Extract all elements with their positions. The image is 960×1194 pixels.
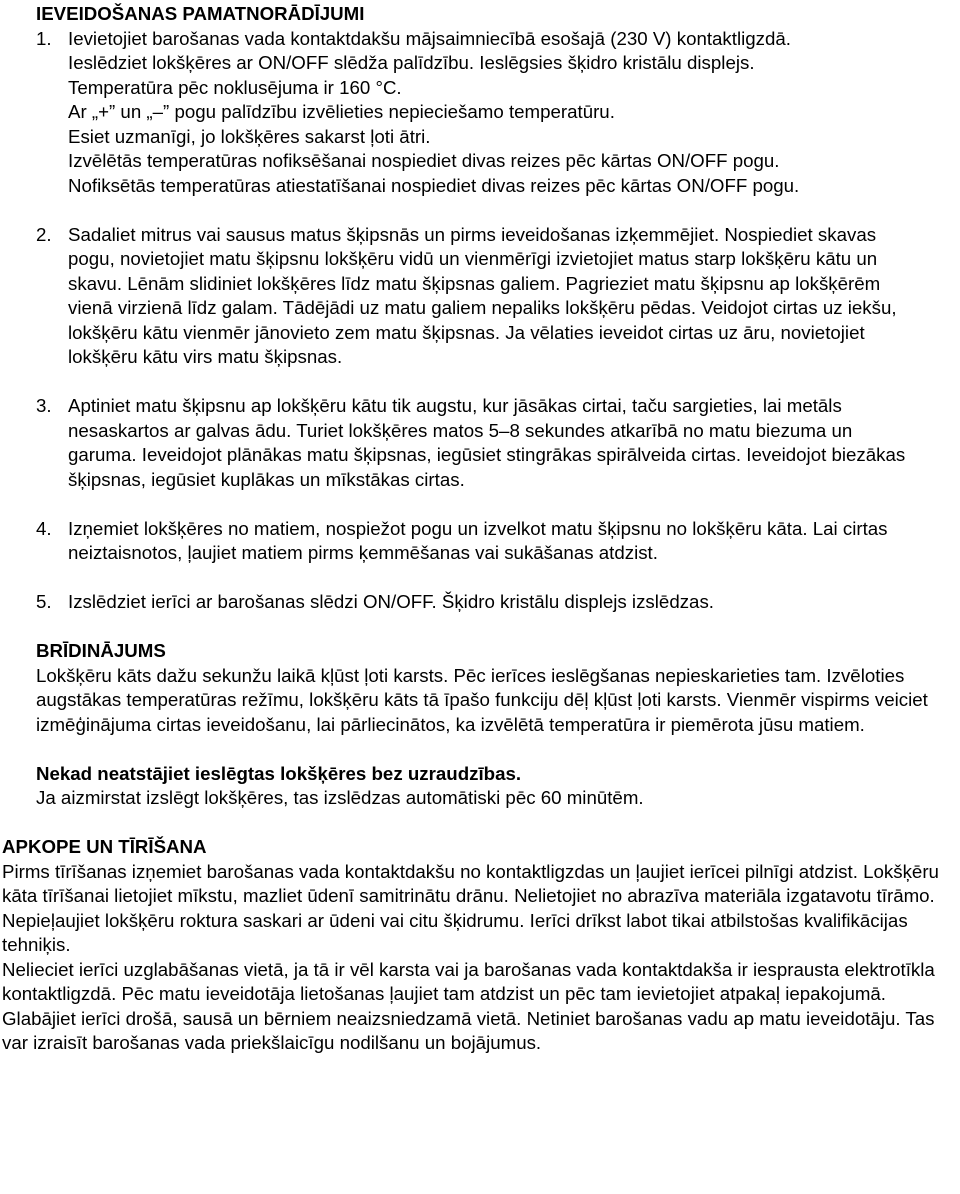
step-1-line: Esiet uzmanīgi, jo lokšķēres sakarst ļoti ātri.: [68, 125, 431, 147]
warning-bold-notice: Nekad neatstājiet ieslēgtas lokšķēres bez uzraudzības.: [36, 762, 522, 784]
step-number: 4.: [36, 517, 52, 539]
maintenance-section: [0, 835, 960, 1056]
step-body: [68, 27, 940, 199]
step-1-line: Ar „+” un „–” pogu palīdzību izvēlieties nepieciešamo temperatūru.: [68, 101, 615, 122]
warning-text: Lokšķēru kāts dažu sekunžu laikā kļūst ļoti karsts. Pēc ierīces ieslēgšanas nepieskarieties tam. Izvēloties augstākas temperatūras režīmu, lokšķēru kāts tā īpašo funkciju dēļ kļūst ļoti karsts. Vienmēr vispirms veiciet izmēģinājuma cirtas ieveidošanu, lai pārliecinātos, ka izvēlētā temperatūra ir piemērota jūsu matiem.: [36, 664, 928, 735]
maintenance-paragraph-2: Nelieciet ierīci uzglabāšanas vietā, ja tā ir vēl karsta vai ja barošanas vada kontaktdakša ir iesprausta elektrotīkla kontaktligzdā. Pēc matu ieveidotāja lietošanas ļaujiet tam atdzist un pēc tam ievietojiet atpakaļ iepakojumā. Glabājiet ierīci drošā, sausā un bērniem neaizsniedzamā vietā. Netiniet barošanas vadu ap matu ieveidotāju. Tas var izraisīt barošanas vada priekšlaicīgu nodilšanu un bojājumus.: [2, 958, 935, 1053]
step-2: [36, 223, 940, 370]
warning-auto-off: Ja aizmirstat izslēgt lokšķēres, tas izslēdzas automātiski pēc 60 minūtēm.: [36, 787, 644, 808]
step-1-line: Ievietojiet barošanas vada kontaktdakšu mājsaimniecībā esošajā (230 V) kontaktligzdā.: [68, 27, 791, 49]
maintenance-heading: APKOPE UN TĪRĪŠANA: [2, 836, 207, 857]
step-1-line: Ieslēdziet lokšķēres ar ON/OFF slēdža palīdzību. Ieslēgsies šķidro kristālu displejs.: [68, 52, 755, 73]
step-4: [36, 517, 940, 566]
document-page: [0, 2, 960, 1056]
warning-heading: BRĪDINĀJUMS: [36, 640, 166, 661]
step-1-line: Nofiksētās temperatūras atiestatīšanai nospiediet divas reizes pēc kārtas ON/OFF pogu.: [68, 174, 800, 196]
step-number: 2.: [36, 223, 52, 245]
step-2-text: Sadaliet mitrus vai sausus matus šķipsnās un pirms ieveidošanas izķemmējiet. Nospiediet skavas pogu, novietojiet matu šķipsnu lokšķēru vidū un vienmērīgi izvietojiet matus starp lokšķēru kātu un skavu. Lēnām slidiniet lokšķēres līdz matu šķipsnas galiem. Pagrieziet matu šķipsnu ap lokšķērēm vienā virzienā līdz galam. Tādējādi uz matu galiem nepaliks lokšķēru pēdas. Veidojot cirtas uz iekšu, lokšķēru kātu vienmēr jānovieto zem matu šķipsnas. Ja vēlaties ieveidot cirtas uz āru, novietojiet lokšķēru kātu virs matu šķipsnas.: [68, 223, 897, 367]
step-3-text: Aptiniet matu šķipsnu ap lokšķēru kātu tik augstu, kur jāsākas cirtai, taču sargieties, lai metāls nesaskartos ar galvas ādu. Turiet lokšķēres matos 5–8 sekundes atkarībā no matu biezuma un garuma. Ieveidojot plānākas matu šķipsnas, iegūsiet stingrākas spirālveida cirtas. Ieveidojot biezākas šķipsnas, iegūsiet kuplākas un mīkstākas cirtas.: [68, 395, 906, 490]
step-1-line: Izvēlētās temperatūras nofiksēšanai nospiediet divas reizes pēc kārtas ON/OFF pogu.: [68, 150, 780, 171]
step-1: [36, 27, 940, 199]
step-1-line: Temperatūra pēc noklusējuma ir 160 °C.: [68, 76, 402, 98]
step-number: 1.: [36, 27, 52, 49]
step-5: [36, 590, 940, 615]
step-number: 5.: [36, 591, 52, 612]
step-3: [36, 394, 940, 492]
basic-instructions-section: [0, 2, 960, 835]
basic-instructions-heading: IEVEIDOŠANAS PAMATNORĀDĪJUMI: [36, 3, 365, 24]
step-4-text: Izņemiet lokšķēres no matiem, nospiežot pogu un izvelkot matu šķipsnu no lokšķēru kāta. Lai cirtas neiztaisnotos, ļaujiet matiem pirms ķemmēšanas vai sukāšanas atdzist.: [68, 517, 888, 563]
step-5-text: Izslēdziet ierīci ar barošanas slēdzi ON/OFF. Šķidro kristālu displejs izslēdzas.: [68, 591, 714, 612]
maintenance-paragraph-1: Pirms tīrīšanas izņemiet barošanas vada kontaktdakšu no kontaktligzdas un ļaujiet ierīcei pilnīgi atdzist. Lokšķēru kāta tīrīšanai lietojiet mīkstu, mazliet ūdenī samitrinātu drānu. Nelietojiet no abrazīva materiāla izgatavotu tīrāmo. Nepieļaujiet lokšķēru roktura saskari ar ūdeni vai citu šķidrumu. Ierīci drīkst labot tikai atbilstošas kvalifikācijas tehniķis.: [2, 860, 939, 955]
step-number: 3.: [36, 395, 52, 416]
